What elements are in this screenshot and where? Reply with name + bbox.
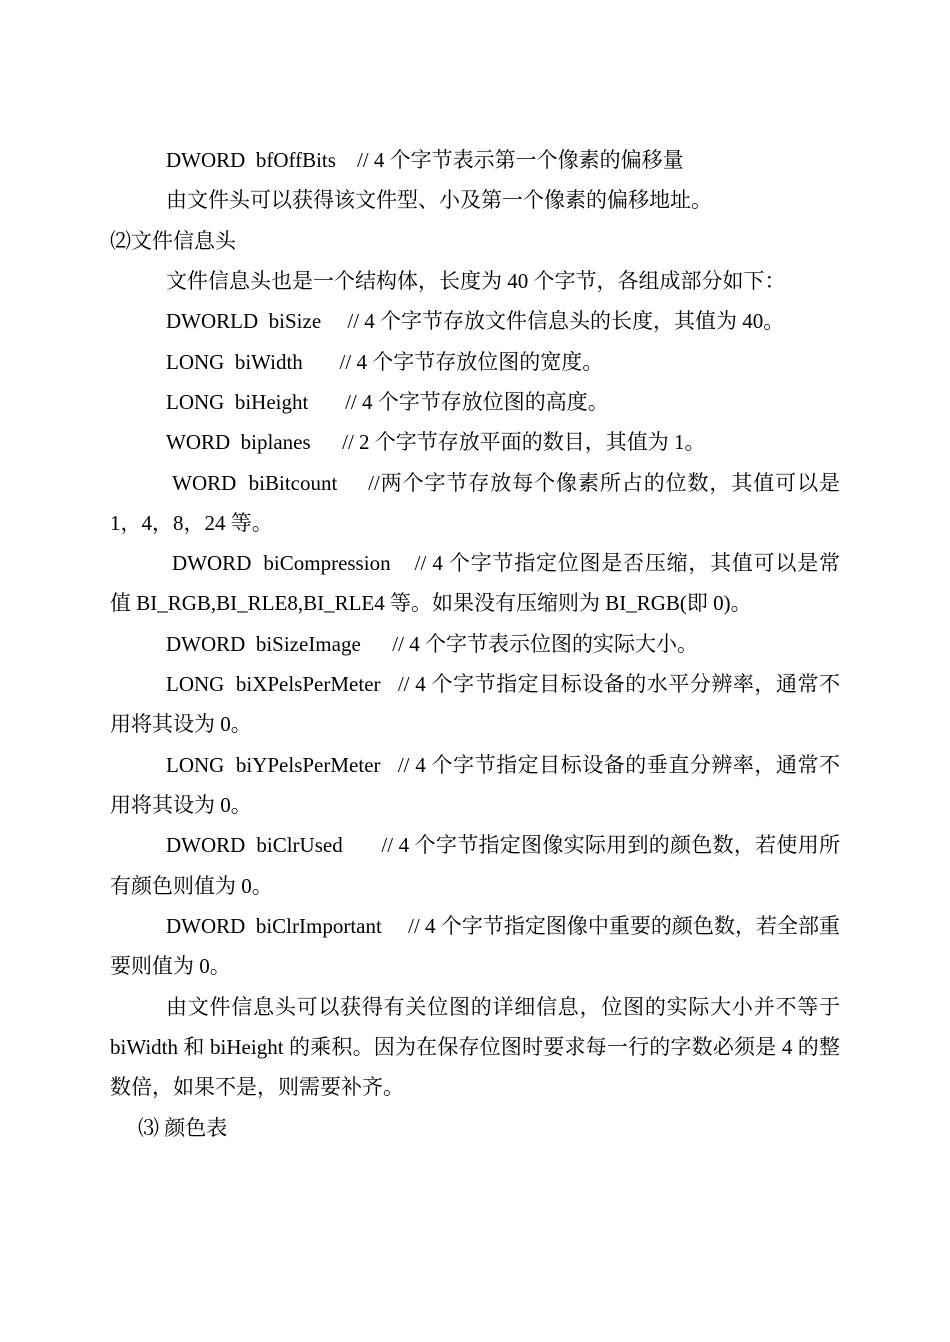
- text-line-bicompression: DWORD biCompression // 4 个字节指定位图是否压缩，其值可以是常值 BI_RGB,BI_RLE8,BI_RLE4 等。如果没有压缩则为 BI_RGB(即 0)。: [110, 551, 840, 616]
- text-line-info-header-intro: 文件信息头也是一个结构体，长度为 40 个字节，各组成部分如下：: [166, 268, 786, 293]
- text-line-biclrused: DWORD biClrUsed // 4 个字节指定图像实际用到的颜色数，若使用所有颜色则值为 0。: [110, 833, 840, 898]
- text-line-bibitcount: WORD biBitcount //两个字节存放每个像素所占的位数，其值可以是 1，4，8，24 等。: [110, 470, 846, 535]
- text-line-biclrimportant: DWORD biClrImportant // 4 个字节指定图像中重要的颜色数，若全部重要则值为 0。: [110, 913, 840, 979]
- text-line-biplanes: WORD biplanes // 2 个字节存放平面的数目，其值为 1。: [166, 430, 706, 455]
- document-body: [110, 140, 846, 1148]
- text-line-bisize: DWORLD biSize // 4 个字节存放文件信息头的长度，其值为 40。: [166, 309, 785, 334]
- heading-file-info-header: ⑵文件信息头: [110, 228, 236, 253]
- text-line-biwidth: LONG biWidth // 4 个字节存放位图的宽度。: [166, 349, 604, 374]
- text-line-biypelspermeter: LONG biYPelsPerMeter // 4 个字节指定目标设备的垂直分辨率，通常不用将其设为 0。: [110, 752, 840, 817]
- text-line-biheight: LONG biHeight // 4 个字节存放位图的高度。: [166, 389, 609, 414]
- text-line-bisizeimage: DWORD biSizeImage // 4 个字节表示位图的实际大小。: [166, 631, 698, 656]
- text-line-bixpelspermeter: LONG biXPelsPerMeter // 4 个字节指定目标设备的水平分辨率，通常不用将其设为 0。: [110, 672, 840, 737]
- text-paragraph-info-header-conclusion: 由文件信息头可以获得有关位图的详细信息，位图的实际大小并不等于 biWidth 和 biHeight 的乘积。因为在保存位图时要求每一行的字数必须是 4 的整数倍，如果不是，则需要补齐。: [110, 994, 846, 1100]
- text-line-fileheader-summary: 由文件头可以获得该文件型、小及第一个像素的偏移地址。: [166, 188, 712, 213]
- heading-color-table: ⑶ 颜色表: [138, 1115, 228, 1140]
- text-line-bfoffbits: DWORD bfOffBits // 4 个字节表示第一个像素的偏移量: [166, 148, 684, 172]
